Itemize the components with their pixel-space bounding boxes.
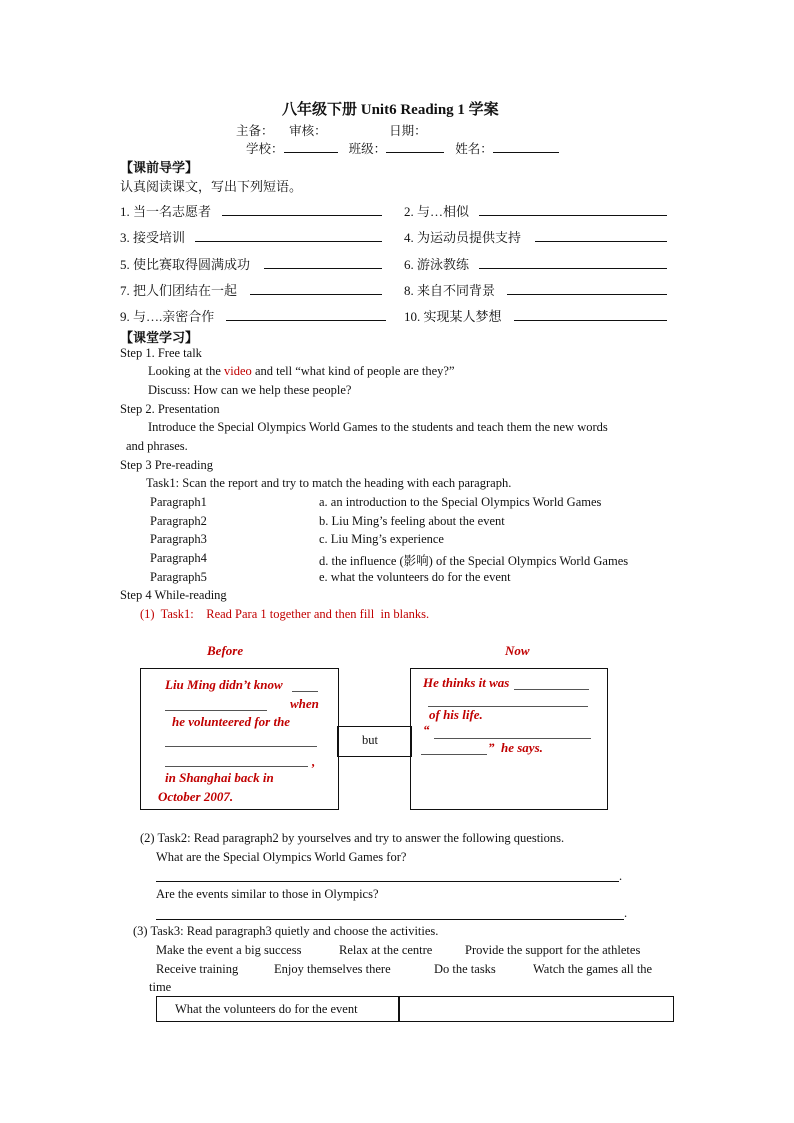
class-section-heading: 【课堂学习】 xyxy=(120,330,199,345)
phrase-blank[interactable] xyxy=(479,215,667,216)
now-blank[interactable] xyxy=(421,754,487,755)
class-blank[interactable] xyxy=(386,140,444,153)
before-blank[interactable] xyxy=(292,691,318,692)
activity-option[interactable]: Receive training xyxy=(156,962,239,976)
heading-option: a. an introduction to the Special Olympics World Games xyxy=(319,495,602,509)
phrase-blank[interactable] xyxy=(222,215,382,216)
now-label: Now xyxy=(505,643,530,658)
step2-line1: Introduce the Special Olympics World Games to the students and teach them the new words xyxy=(148,420,608,434)
step1-line1 xyxy=(148,364,455,379)
school-blank[interactable] xyxy=(284,140,338,153)
phrase-item: 1. 当一名志愿者 xyxy=(120,204,212,219)
activity-option[interactable]: Relax at the centre xyxy=(339,943,433,957)
pre-section-instruction: 认真阅读课文，写出下列短语。 xyxy=(120,179,303,194)
step2-line2: and phrases. xyxy=(126,439,188,453)
phrase-blank[interactable] xyxy=(507,294,667,295)
page-title: 八年级下册 Unit6 Reading 1 学案 xyxy=(282,102,499,118)
heading-option: c. Liu Ming’s experience xyxy=(319,532,444,546)
phrase-blank[interactable] xyxy=(264,268,382,269)
phrase-item: 8. 来自不同背景 xyxy=(404,283,496,298)
paragraph-label: Paragraph5 xyxy=(150,570,207,584)
step1-title: Step 1. Free talk xyxy=(120,346,202,360)
before-line-2: when xyxy=(290,696,319,711)
before-line-6: October 2007. xyxy=(158,789,234,804)
activity-option[interactable]: Watch the games all the xyxy=(533,962,653,976)
phrase-item: 10. 实现某人梦想 xyxy=(404,309,502,324)
meta-line-2 xyxy=(246,139,559,157)
phrase-item: 7. 把人们团结在一起 xyxy=(120,283,238,298)
activity-option[interactable]: Do the tasks xyxy=(434,962,496,976)
class-label: 班级： xyxy=(348,142,387,156)
before-line-3: he volunteered for the xyxy=(172,714,291,729)
task3-title: (3) Task3: Read paragraph3 quietly and choose the activities. xyxy=(133,924,439,938)
before-blank[interactable] xyxy=(165,710,267,711)
task2-question-1: What are the Special Olympics World Games for? xyxy=(156,850,407,864)
name-label: 姓名： xyxy=(455,142,493,156)
phrase-blank[interactable] xyxy=(250,294,382,295)
heading-option: b. Liu Ming’s feeling about the event xyxy=(319,514,505,528)
answer-period: . xyxy=(624,906,628,920)
before-blank[interactable] xyxy=(165,766,308,767)
step3-title: Step 3 Pre-reading xyxy=(120,458,214,472)
phrase-item: 4. 为运动员提供支持 xyxy=(404,230,522,245)
paragraph-label: Paragraph4 xyxy=(150,551,207,565)
pre-section-heading: 【课前导学】 xyxy=(120,160,199,175)
now-line-2: of his life. xyxy=(429,707,483,722)
step1-line1-b: and tell “what kind of people are they?” xyxy=(251,364,455,378)
phrase-blank[interactable] xyxy=(514,320,667,321)
step3-task: Task1: Scan the report and try to match the heading with each paragraph. xyxy=(146,476,512,490)
phrase-item: 6. 游泳教练 xyxy=(404,257,470,272)
school-label: 学校： xyxy=(246,142,284,156)
activity-option[interactable]: Provide the support for the athletes xyxy=(465,943,641,957)
step4-title: Step 4 While-reading xyxy=(120,588,227,602)
phrase-blank[interactable] xyxy=(535,241,667,242)
paragraph-label: Paragraph1 xyxy=(150,495,207,509)
now-blank[interactable] xyxy=(514,689,589,690)
paragraph-label: Paragraph3 xyxy=(150,532,207,546)
phrase-item: 3. 接受培训 xyxy=(120,230,186,245)
task2-question-2: Are the events similar to those in Olympics? xyxy=(156,887,379,901)
activity-option[interactable]: Make the event a big success xyxy=(156,943,302,957)
volunteer-table-label: What the volunteers do for the event xyxy=(175,1002,358,1016)
name-blank[interactable] xyxy=(493,140,559,153)
phrase-blank[interactable] xyxy=(226,320,386,321)
phrase-item: 9. 与….亲密合作 xyxy=(120,309,215,324)
now-line-3: “ xyxy=(423,722,430,737)
heading-option: e. what the volunteers do for the event xyxy=(319,570,511,584)
task2-title: (2) Task2: Read paragraph2 by yourselves and try to answer the following questions. xyxy=(140,831,565,845)
before-line-4: , xyxy=(312,754,316,769)
now-line-4: ” he says. xyxy=(488,740,543,755)
phrase-blank[interactable] xyxy=(479,268,667,269)
answer-period: . xyxy=(619,869,623,883)
step2-title: Step 2. Presentation xyxy=(120,402,220,416)
activity-tail: time xyxy=(149,980,172,994)
meta-line-1: 主备： 审核： 日期： xyxy=(236,124,427,138)
before-line-1: Liu Ming didn’t know xyxy=(165,677,283,692)
step4-task1: (1) Task1: Read Para 1 together and then fill in blanks. xyxy=(140,607,430,621)
before-blank[interactable] xyxy=(165,746,317,747)
step1-line2: Discuss: How can we help these people? xyxy=(148,383,352,397)
phrase-item: 5. 使比赛取得圆满成功 xyxy=(120,257,251,272)
activity-option[interactable]: Enjoy themselves there xyxy=(274,962,391,976)
answer-line-1[interactable] xyxy=(156,881,619,882)
but-label: but xyxy=(362,733,378,747)
volunteer-table-answer-cell[interactable] xyxy=(398,996,674,1022)
answer-line-2[interactable] xyxy=(156,919,624,920)
before-label: Before xyxy=(207,643,244,658)
before-line-5: in Shanghai back in xyxy=(165,770,274,785)
paragraph-label: Paragraph2 xyxy=(150,514,207,528)
now-line-1: He thinks it was xyxy=(423,675,510,690)
phrase-item: 2. 与…相似 xyxy=(404,204,470,219)
phrase-blank[interactable] xyxy=(195,241,382,242)
video-link[interactable]: video xyxy=(224,364,252,378)
now-blank[interactable] xyxy=(434,738,591,739)
heading-option: d. the influence (影响) of the Special Olympics World Games xyxy=(319,554,629,568)
step1-line1-a: Looking at the xyxy=(148,364,225,378)
